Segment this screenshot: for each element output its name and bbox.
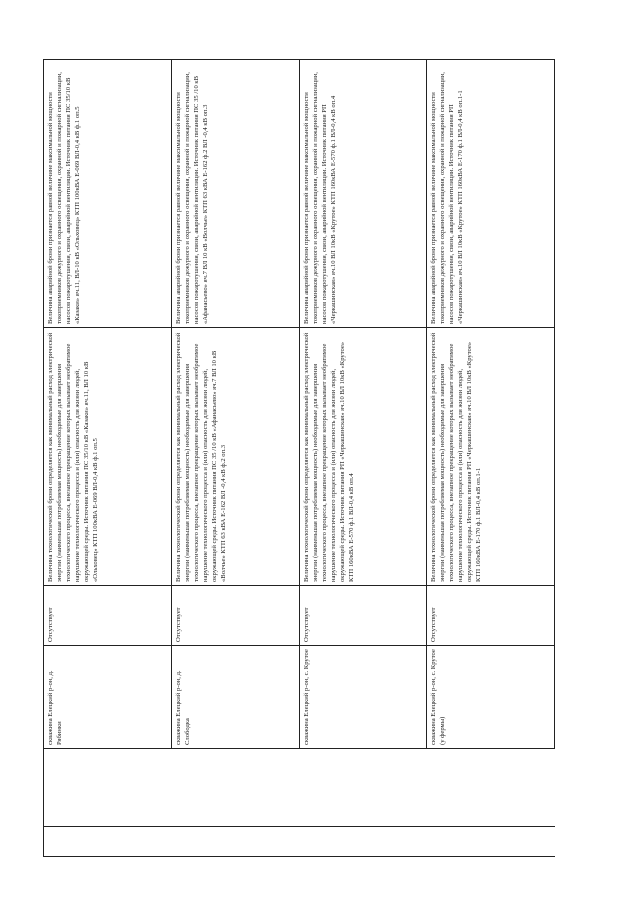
emergency-armor-cell: Величина аварийной брони признается равной величине максимальной мощности токоприемников дежурного и охранного освещения, охранной и пожарной сигнализации, насосов пожаротушения, связи, аварийной вентиляции. Источник питания ПС 35 /10 кВ «Афанасьево» яч.7 ВЛ 10 кВ «Волчье» КТП 63 кВА Е-162 ф.2 ВЛ -0,4 кВ оп.3 [171,60,299,328]
armor-status-cell: Отсутствует [171,586,299,646]
tech-armor-cell: Величина технологической брони определяется как минимальный расход электрической энергии (наименьшая потребляемая мощность) необходимые для завершения технологического процесса, внезапное прекращение которых вызывает необратимое нарушение технологического процесса и (или) опасность для жизни людей, окружающей среды. Источник питания РП «Черкашинская» яч.10 ВЛ 10кВ «Крутое» КТП 160кВА Е-570 ф.1 ВЛ-0,4 кВ оп.4 [299,328,427,586]
tech-armor-cell: Величина технологической брони определяется как минимальный расход электрической энергии (наименьшая потребляемая мощность) необходимые для завершения технологического процесса, внезапное прекращение которых вызывает необратимое нарушение технологического процесса и (или) опасность для жизни людей, окружающей среды. Источник питания ПС 35 /10 кВ «Афанасьево» яч.7 ВЛ 10 кВ «Волчье» КТП 63 кВА Е-162 ВЛ -0,4 кВ ф.2 оп.3 [171,328,299,586]
table-row [427,60,555,857]
emergency-armor-cell: Величина аварийной брони признается равной величине максимальной мощности токоприемников дежурного и охранного освещения, охранной и пожарной сигнализации, насосов пожаротушения, связи, аварийной вентиляции. Источник питания РП «Черкашинская» яч.10 ВЛ 10кВ «Крутое» КТП 160кВА Е-570 ф.1 ВЛ-0,4 кВ оп.4 [299,60,427,328]
object-name-cell: скважина Елецкий р-он, с. Крутое [299,646,427,749]
object-name-cell: скважина Елецкий р-он, д. Рябинки [44,646,172,749]
armor-status-cell: Отсутствует [427,586,555,646]
object-name-cell: скважина Елецкий р-он, с. Крутое (у фермы) [427,646,555,749]
tech-armor-cell: Величина технологической брони определяется как минимальный расход электрической энергии (наименьшая потребляемая мощность) необходимые для завершения технологического процесса, внезапное прекращение которых вызывает необратимое нарушение технологического процесса и (или) опасность для жизни людей, окружающей среды. Источник питания РП «Черкашинская» яч.10 ВЛ 10кВ «Крутое» КТП 160кВА Е-170 ф.1 ВЛ-0,4 кВ оп.1-1 [427,328,555,586]
blank-cell [299,749,427,827]
tech-armor-cell: Величина технологической брони определяется как минимальный расход электрической энергии (наименьшая потребляемая мощность) необходимые для завершения технологического процесса, внезапное прекращение которых вызывает необратимое нарушение технологического процесса и (или) опасность для жизни людей, окружающей среды. Источник питания ПС 35/10 кВ «Казаки» яч.11, ВЛ 10 кВ «Ольховец» КТП 100кВА Е-069 ВЛ-0,4 кВ ф.1 оп.5 [44,328,172,586]
emergency-armor-cell: Величина аварийной брони признается равной величине максимальной мощности токоприемников дежурного и охранного освещения, охранной и пожарной сигнализации, насосов пожаротушения, связи, аварийной вентиляции. Источник питания РП «Черкашинская» яч.10 ВЛ 10кВ «Крутое» КТП 160кВА Е-170 ф.1 ВЛ-0,4 кВ оп.1-1 [427,60,555,328]
blank-cell [171,749,299,827]
blank-cell [427,749,555,827]
rotated-table-wrapper [43,60,555,857]
table-row [171,60,299,857]
emergency-armor-cell: Величина аварийной брони признается равной величине максимальной мощности токоприемников дежурного и охранного освещения, охранной и пожарной сигнализации, насосов пожаротушения, связи, аварийной вентиляции. Источник питания ПС 35/10 кВ «Казаки» яч.11, ВЛ-10 кВ «Ольховец» КТП 100кВА Е-069 ВЛ-0,4 кВ ф.1 оп.5 [44,60,172,328]
blank-cell [299,827,427,857]
armor-status-cell: Отсутствует [44,586,172,646]
armor-table [43,59,555,857]
blank-cell [171,827,299,857]
blank-cell [44,827,172,857]
blank-cell [44,749,172,827]
table-row [44,60,172,857]
object-name-cell: скважина Елецкий р-он, д. Слободка [171,646,299,749]
table-row [299,60,427,857]
armor-status-cell: Отсутствует [299,586,427,646]
blank-cell [427,827,555,857]
